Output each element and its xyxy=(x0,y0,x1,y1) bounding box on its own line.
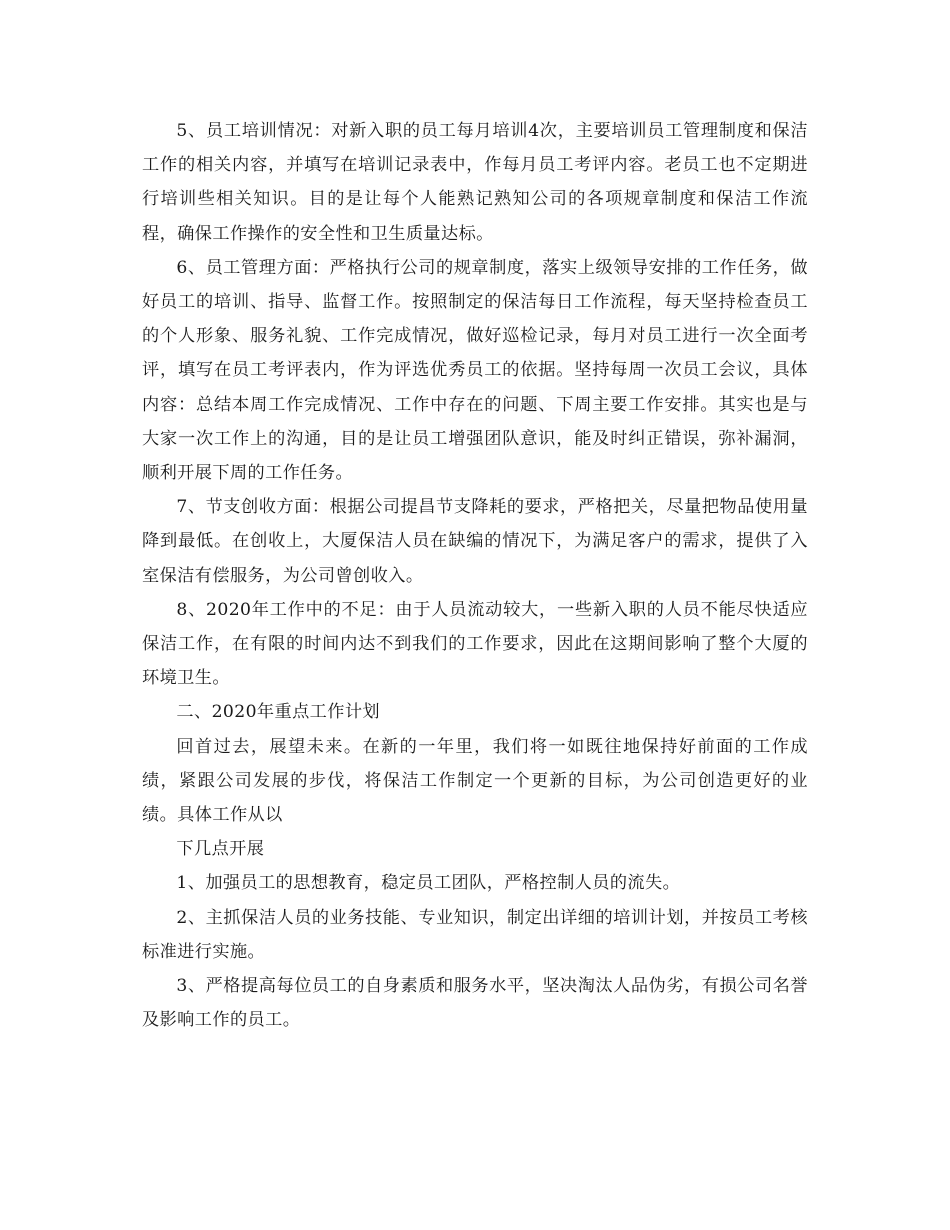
paragraph-outlook-continued: 下几点开展 xyxy=(176,839,265,860)
paragraph-shortcomings: 8、2020年工作中的不足：由于人员流动较大，一些新入职的人员不能尽快适应保洁工作，在有限的时间内达不到我们的工作要求，因此在这期间影响了整个大厦的环境卫生。 xyxy=(142,599,808,689)
paragraph-staff-management: 6、员工管理方面：严格执行公司的规章制度，落实上级领导安排的工作任务，做好员工的培训、指导、监督工作。按照制定的保洁每日工作流程，每天坚持检查员工的个人形象、服务礼貌、工作完成情况，做好巡检记录，每月对员工进行一次全面考评，填写在员工考评表内，作为评选优秀员工的依据。坚持每周一次员工会议，具体内容：总结本周工作完成情况、工作中存在的问题、下周主要工作安排。其实也是与大家一次工作上的沟通，目的是让员工增强团队意识，能及时纠正错误，弥补漏洞，顺利开展下周的工作任务。 xyxy=(142,257,808,484)
paragraph-cost-saving: 7、节支创收方面：根据公司提昌节支降耗的要求，严格把关，尽量把物品使用量降到最低。在创收上，大厦保洁人员在缺编的情况下，为满足客户的需求，提供了入室保洁有偿服务，为公司曾创收入。 xyxy=(142,497,808,586)
paragraph-outlook: 回首过去，展望未来。在新的一年里，我们将一如既往地保持好前面的工作成绩，紧跟公司发展的步伐，将保洁工作制定一个更新的目标，为公司创造更好的业绩。具体工作从以 xyxy=(142,736,808,826)
plan-item-1: 1、加强员工的思想教育，稳定员工团队，严格控制人员的流失。 xyxy=(176,873,681,894)
plan-item-2: 2、主抓保洁人员的业务技能、专业知识，制定出详细的培训计划，并按员工考核标准进行实施。 xyxy=(142,907,808,962)
section-heading-plan: 二、2020年重点工作计划 xyxy=(176,702,381,723)
paragraph-training: 5、员工培训情况：对新入职的员工每月培训4次，主要培训员工管理制度和保洁工作的相关内容，并填写在培训记录表中，作每月员工考评内容。老员工也不定期进行培训些相关知识。目的是让每个人能熟记熟知公司的各项规章制度和保洁工作流程，确保工作操作的安全性和卫生质量达标。 xyxy=(142,121,808,244)
plan-item-3: 3、严格提高每位员工的自身素质和服务水平，坚决淘汰人品伪劣，有损公司名誉及影响工作的员工。 xyxy=(142,976,808,1031)
